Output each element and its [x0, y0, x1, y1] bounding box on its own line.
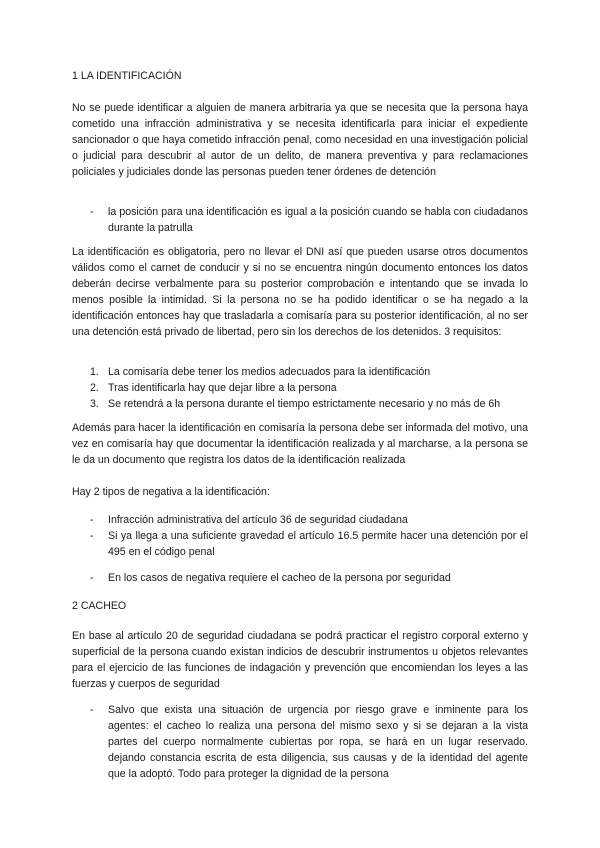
- requirement-text: La comisaría debe tener los medios adecuados para la identificación: [108, 366, 431, 378]
- bullet-text: Salvo que exista una situación de urgencia por riesgo grave e inminente para los agentes: el cacheo lo realiza una persona del mismo sexo y si se dejaran a la vista partes del cuerpo normalmente cubiertas por ropa, se hará en un lugar reservado. dejando constancia escrita de esta diligencia, sus causas y de la identidad del agente que la adoptó. Todo para proteger la dignidad de la persona: [108, 704, 528, 780]
- section-2-heading: 2 CACHEO: [72, 600, 127, 612]
- list-item: [90, 380, 528, 396]
- section-2-intro: En base al artículo 20 de seguridad ciudadana se podrá practicar el registro corporal externo y superficial de la persona cuando existan indicios de descubrir instrumentos u objetos relevantes para el ejercicio de las funciones de indagación y prevención que encomiendan los leyes a las fuerzas y cuerpos de seguridad: [72, 630, 528, 690]
- negativa-text: Si ya llega a una suficiente gravedad el artículo 16.5 permite hacer una detención por el 495 en el código penal: [108, 530, 528, 558]
- bullet-text: la posición para una identificación es igual a la posición cuando se habla con ciudadanos durante la patrulla: [108, 206, 528, 234]
- dash-marker: -: [90, 514, 94, 526]
- list-item: [90, 364, 528, 380]
- dash-marker: -: [90, 704, 94, 716]
- list-item: [90, 570, 528, 586]
- dash-marker: -: [90, 530, 94, 542]
- requirement-text: Se retendrá a la persona durante el tiempo estrictamente necesario y no más de 6h: [108, 398, 501, 410]
- number-marker: 3.: [90, 398, 99, 410]
- number-marker: 2.: [90, 382, 99, 394]
- list-item: [90, 204, 528, 236]
- requirement-text: Tras identificarla hay que dejar libre a la persona: [108, 382, 337, 394]
- list-item: [90, 702, 528, 782]
- section-1-intro: No se puede identificar a alguien de manera arbitraria ya que se necesita que la persona haya cometido una infracción administrativa y se necesita identificarla para iniciar el expediente sancionador o que haya cometido infracción penal, como necesidad en una investigación policial o judicial para descubrir al autor de un delito, de manera preventiva y para reclamaciones policiales y judiciales donde las personas pueden tener órdenes de detención: [72, 102, 528, 178]
- section-1-paragraph-4: Hay 2 tipos de negativa a la identificación:: [72, 486, 270, 498]
- list-item: [90, 528, 528, 560]
- section-1-heading: 1 LA IDENTIFICACIÓN: [72, 70, 182, 82]
- section-1-paragraph-3: Además para hacer la identificación en comisaría la persona debe ser informada del motivo, una vez en comisaría hay que documentar la identificación realizada y al marcharse, a la persona se le da un documento que registra los datos de la identificación realizada: [72, 422, 528, 466]
- section-1-paragraph-2: La identificación es obligatoria, pero no llevar el DNI así que pueden usarse otros documentos válidos como el carnet de conducir y si no se encuentra ningún documento entonces los datos deberán decirse verbalmente para su posterior comprobación e intentando que se invada lo menos posible la intimidad. Si la persona no se ha podido identificar o se ha negado a la identificación entonces hay que trasladarla a comisaría para su posterior identificación, al no ser una detención está privado de libertad, pero sin los derechos de los detenidos. 3 requisitos:: [72, 246, 528, 338]
- dash-marker: -: [90, 206, 94, 218]
- list-item: [90, 512, 528, 528]
- list-item: [90, 396, 528, 412]
- bullet-text: En los casos de negativa requiere el cacheo de la persona por seguridad: [108, 572, 451, 584]
- dash-marker: -: [90, 572, 94, 584]
- number-marker: 1.: [90, 366, 99, 378]
- negativa-text: Infracción administrativa del artículo 36 de seguridad ciudadana: [108, 514, 408, 526]
